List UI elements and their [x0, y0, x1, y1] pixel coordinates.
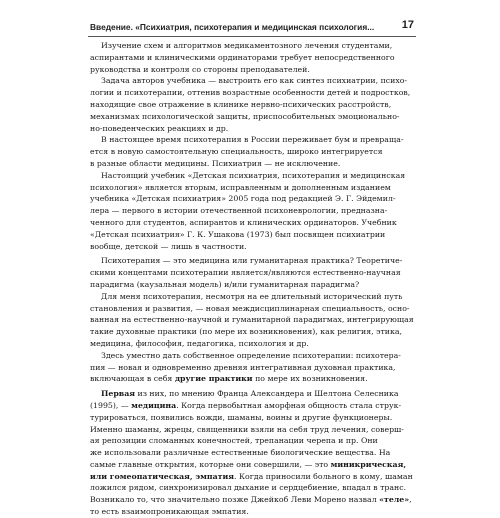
text-line [90, 424, 414, 436]
running-header-title: Введение. «Психиатрия, психотерапия и медицинская психология... [90, 22, 375, 32]
text-run: ванная на естественно-научной и гуманитарной парадигмах, интегрирующая [90, 315, 414, 325]
text-line [90, 205, 414, 217]
text-line [90, 471, 414, 483]
text-line [90, 99, 414, 111]
text-line [90, 362, 414, 374]
text-line [90, 350, 414, 362]
text-run: но-поведенческих реакциях и др. [90, 123, 229, 133]
text-line [90, 412, 414, 424]
body-text [90, 40, 414, 518]
text-line [90, 193, 414, 205]
text-run: самые главные открытия, которые они совершили, — это [90, 459, 331, 469]
text-run: Задача авторов учебника — выстроить его как синтез психиатрии, психо- [101, 76, 408, 86]
text-run: Изучение схем и алгоритмов медикаментозного лечения студентами, [101, 41, 393, 50]
text-run: парадигма (каузальная модель) и/или гуманитарная парадигма? [90, 279, 360, 289]
text-run: ая репозиции сломанных конечностей, трепанации черепа и пр. Они [90, 436, 378, 446]
running-header [90, 21, 414, 35]
text-line [90, 75, 414, 87]
text-run: скими концептами психотерапии является/являются естественно-научная [90, 268, 401, 278]
text-run: лера — первого в истории отечественной психоневрологии, предназна- [90, 206, 388, 216]
text-run: Возникало то, что значительно позже Джейкоб Леви Морено назвал [90, 495, 380, 505]
text-run: руководства и контроля со стороны преподавателей. [90, 64, 310, 74]
text-line [90, 229, 414, 241]
text-run: В настоящее время психотерапия в России переживает бум и превраща- [101, 135, 404, 145]
text-run: ченного для студентов, аспирантов и клинических ординаторов. Учебник [90, 217, 397, 227]
text-line [90, 158, 414, 170]
text-run: (1995), — [90, 400, 132, 410]
text-run: . Когда первобытная аморфная общность стала струк- [176, 400, 402, 410]
text-line [90, 459, 414, 471]
text-line [90, 87, 414, 99]
text-line [90, 279, 414, 291]
text-run: , [409, 495, 412, 505]
text-line [90, 64, 414, 76]
text-run: включающая в себя [90, 374, 175, 384]
text-run: вообще, детской — лишь в частности. [90, 241, 247, 251]
text-line [90, 303, 414, 315]
text-line [90, 267, 414, 279]
text-run: пия — новая и одновременно древняя интегративная духовная практика, [90, 362, 396, 372]
text-line [90, 388, 414, 400]
text-run: такие духовные практики (по мере их возникновения), как религия, этика, [90, 327, 402, 337]
text-run: учебника «Детская психиатрия» 2005 года под редакцией Э. Г. Эйдемил- [90, 194, 396, 204]
text-line [90, 170, 414, 182]
text-line [90, 482, 414, 494]
text-run: Именно шаманы, жрецы, священники взяли на себя труд лечения, соверш- [90, 424, 404, 434]
text-line [90, 494, 414, 506]
text-run: из них, по мнению Франца Александера и Шелтона Селесника [135, 389, 399, 399]
text-line [90, 146, 414, 158]
text-run: по мере их возникновения. [252, 374, 368, 384]
text-line [90, 447, 414, 459]
text-run: медицина, философия, педагогика, психология и др. [90, 338, 309, 348]
text-line [90, 373, 414, 385]
text-line [90, 40, 414, 52]
text-run: «Детская психиатрия» Г. К. Ушакова (1973) был посвящен психиатрии [90, 229, 386, 239]
text-line [90, 291, 414, 303]
text-run: же использовали различные естественные биологические вещества. На [90, 448, 391, 458]
text-run: . Когда приносили больного в кому, шаман [234, 471, 413, 481]
text-line [90, 111, 414, 123]
text-line [90, 255, 414, 267]
text-run: Психотерапия — это медицина или гуманитарная практика? Теоретиче- [101, 256, 403, 266]
text-run: аспирантами и клиническими ординаторами требует непосредственного [90, 52, 395, 62]
text-run: турироваться, появились вожди, шаманы, воины и другие функционеры. [90, 412, 393, 422]
text-line [90, 52, 414, 64]
text-line [90, 182, 414, 194]
bold-term: Первая [101, 389, 136, 399]
bold-term: другие практики [174, 374, 253, 384]
text-run: находящие свое отражение в клинике нервно-психических расстройств, [90, 99, 392, 109]
header-rule [88, 36, 416, 37]
text-line [90, 435, 414, 447]
text-line [90, 134, 414, 146]
bold-term: «теле» [379, 495, 410, 505]
text-line [90, 338, 414, 350]
text-line [90, 314, 414, 326]
text-run: ложился рядом, синхронизировал дыхание и сердцебиение, впадал в транс. [90, 483, 407, 493]
text-line [90, 123, 414, 135]
text-run: Настоящий учебник «Детская психиатрия, психотерапия и медицинская [101, 170, 406, 180]
text-run: Здесь уместно дать собственное определение психотерапии: психотера- [101, 350, 401, 360]
bold-term: миникрическая, [330, 459, 407, 469]
text-run: ется в новую самостоятельную специальность, широко интегрируется [90, 147, 383, 157]
text-run: психология» является вторым, исправленным и дополненным изданием [90, 182, 391, 192]
text-run: механизмах психологической защиты, приспособительных эмоционально- [90, 111, 400, 121]
page-number: 17 [401, 19, 414, 31]
text-line [90, 326, 414, 338]
text-run: Для меня психотерапия, несмотря на ее длительный исторический путь [101, 291, 403, 301]
text-line [90, 217, 414, 229]
bold-term: или гомеопатическая, эмпатия [90, 471, 235, 481]
text-run: в разные области медицины. Психиатрия — не исключение. [90, 158, 341, 168]
text-line [90, 241, 414, 253]
text-run: то есть взаимопроникающая эмпатия. [90, 507, 249, 517]
bold-term: медицина [131, 400, 177, 410]
text-line [90, 506, 414, 518]
text-run: становления и развития, — новая междисциплинарная специальность, осно- [90, 303, 410, 313]
text-line [90, 400, 414, 412]
text-run: логии и психотерапии, оттенив возрастные особенности детей и подростков, [90, 88, 411, 98]
